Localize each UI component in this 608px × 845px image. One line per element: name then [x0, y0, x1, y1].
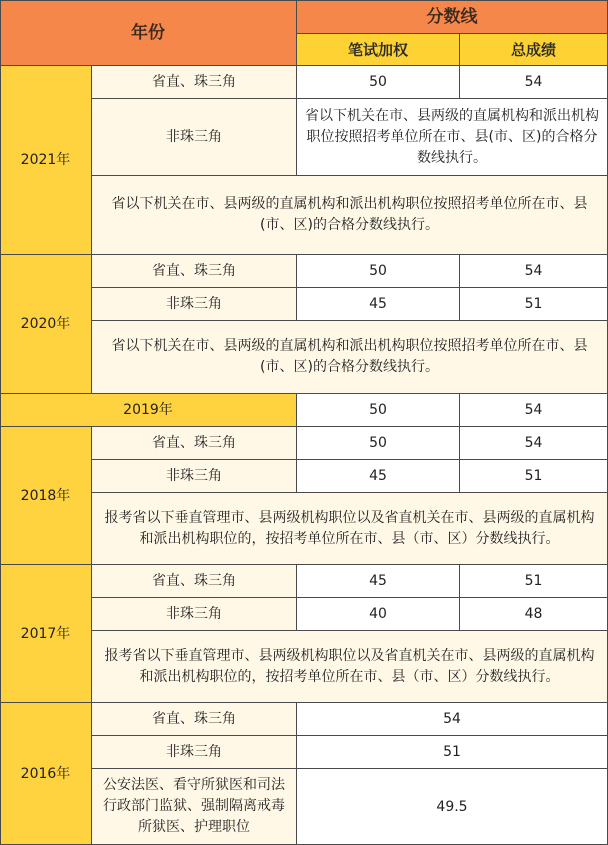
note-text: 省以下机关在市、县两级的直属机构和派出机构职位按照招考单位所在市、县(市、区)的合格分数线执行。 [92, 321, 608, 394]
note-text: 报考省以下垂直管理市、县两级机构职位以及省直机关在市、县两级的直属机构和派出机构职位的，按招考单位所在市、县（市、区）分数线执行。 [92, 493, 608, 565]
region-label: 省直、珠三角 [92, 255, 297, 288]
region-label: 省直、珠三角 [92, 565, 297, 598]
header-year: 年份 [0, 0, 297, 66]
total-score: 54 [460, 66, 608, 99]
region-label: 非珠三角 [92, 99, 297, 176]
total-score: 54 [460, 255, 608, 288]
total-score: 54 [460, 394, 608, 427]
note-text: 报考省以下垂直管理市、县两级机构职位以及省直机关在市、县两级的直属机构和派出机构职位的，按招考单位所在市、县（市、区）分数线执行。 [92, 631, 608, 703]
note-text: 省以下机关在市、县两级的直属机构和派出机构职位按照招考单位所在市、县(市、区)的合格分数线执行。 [297, 99, 608, 176]
header-written: 笔试加权 [297, 34, 460, 66]
year-cell-2019: 2019年 [0, 394, 297, 427]
region-label: 非珠三角 [92, 288, 297, 321]
year-cell-2017: 2017年 [0, 565, 92, 703]
total-score: 54 [460, 427, 608, 460]
region-label: 省直、珠三角 [92, 66, 297, 99]
region-label: 省直、珠三角 [92, 427, 297, 460]
total-score: 51 [460, 288, 608, 321]
combined-score: 49.5 [297, 769, 608, 845]
written-score: 50 [297, 394, 460, 427]
region-label: 非珠三角 [92, 736, 297, 769]
written-score: 45 [297, 460, 460, 493]
written-score: 50 [297, 66, 460, 99]
header-score-line: 分数线 [297, 0, 608, 34]
position-category-label: 公安法医、看守所狱医和司法行政部门监狱、强制隔离戒毒所狱医、护理职位 [92, 769, 297, 845]
written-score: 50 [297, 427, 460, 460]
written-score: 45 [297, 288, 460, 321]
total-score: 51 [460, 460, 608, 493]
combined-score: 54 [297, 703, 608, 736]
written-score: 40 [297, 598, 460, 631]
year-cell-2018: 2018年 [0, 427, 92, 565]
header-total: 总成绩 [460, 34, 608, 66]
written-score: 45 [297, 565, 460, 598]
region-label: 非珠三角 [92, 598, 297, 631]
combined-score: 51 [297, 736, 608, 769]
region-label: 非珠三角 [92, 460, 297, 493]
region-label: 省直、珠三角 [92, 703, 297, 736]
year-cell-2020: 2020年 [0, 255, 92, 394]
year-cell-2016: 2016年 [0, 703, 92, 845]
total-score: 48 [460, 598, 608, 631]
note-text: 省以下机关在市、县两级的直属机构和派出机构职位按照招考单位所在市、县(市、区)的合格分数线执行。 [92, 176, 608, 255]
year-cell-2021: 2021年 [0, 66, 92, 255]
total-score: 51 [460, 565, 608, 598]
written-score: 50 [297, 255, 460, 288]
